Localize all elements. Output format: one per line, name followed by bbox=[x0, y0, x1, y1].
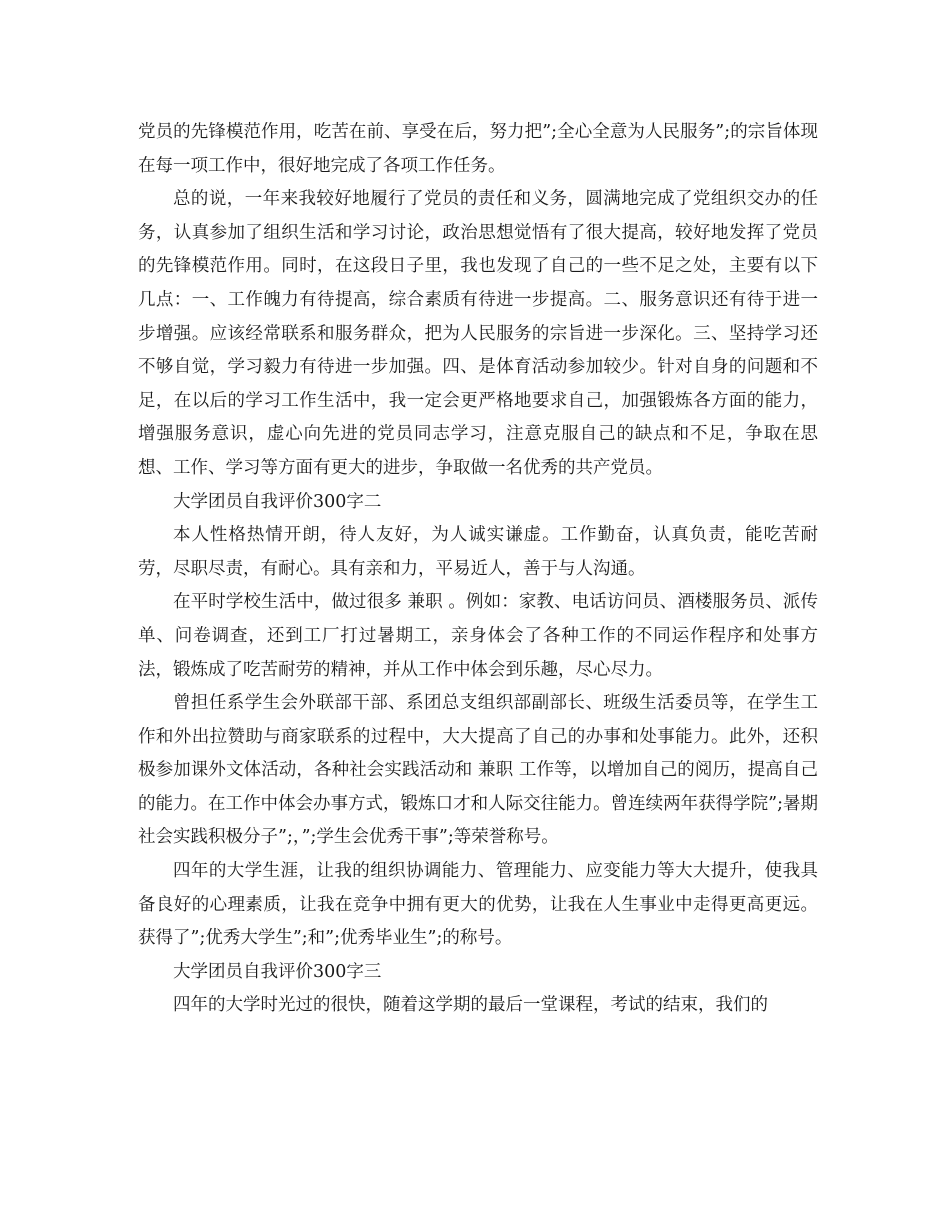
paragraph-party-member-role: 党员的先锋模范作用，吃苦在前、享受在后，努力把”;全心全意为人民服务”;的宗旨体现在每一项工作中，很好地完成了各项工作任务。 bbox=[138, 122, 818, 176]
paragraph-student-union: 曾担任系学生会外联部干部、系团总支组织部副部长、班级生活委员等，在学生工作和外出拉赞助与商家联系的过程中，大大提高了自己的办事和处事能力。此外，还积极参加课外文体活动，各种社会实践活动和 兼职 工作等，以增加自己的阅历，提高自己的能力。在工作中体会办事方式，锻炼口才和人际交往能力。曾连续两年获得学院”;暑期社会实践积极分子”;，”;学生会优秀干事”;等荣誉称号。 bbox=[138, 693, 818, 848]
paragraph-university-time: 四年的大学时光过的很快，随着这学期的最后一堂课程，考试的结束，我们的 bbox=[173, 995, 768, 1016]
paragraph-four-years: 四年的大学生涯，让我的组织协调能力、管理能力、应变能力等大大提升，使我具备良好的心理素质，让我在竞争中拥有更大的优势，让我在人生事业中走得更高更远。获得了”;优秀大学生”;和”;优秀毕业生”;的称号。 bbox=[138, 861, 818, 949]
paragraph-part-time-jobs: 在平时学校生活中，做过很多 兼职 。例如：家教、电话访问员、酒楼服务员、派传单、问卷调查，还到工厂打过暑期工，亲身体会了各种工作的不同运作程序和处事方法，锻炼成了吃苦耐劳的精神，并从工作中体会到乐趣，尽心尽力。 bbox=[138, 592, 818, 680]
paragraph-annual-summary: 总的说，一年来我较好地履行了党员的责任和义务，圆满地完成了党组织交办的任务，认真参加了组织生活和学习讨论，政治思想觉悟有了很大提高，较好地发挥了党员的先锋模范作用。同时，在这段日子里，我也发现了自己的一些不足之处，主要有以下几点：一、工作魄力有待提高，综合素质有待进一步提高。二、服务意识还有待于进一步增强。应该经常联系和服务群众，把为人民服务的宗旨进一步深化。三、坚持学习还不够自觉，学习毅力有待进一步加强。四、是体育活动参加较少。针对自身的问题和不足，在以后的学习工作生活中，我一定会更严格地要求自己，加强锻炼各方面的能力，增强服务意识，虚心向先进的党员同志学习，注意克服自己的缺点和不足，争取在思想、工作、学习等方面有更大的进步，争取做一名优秀的共产党员。 bbox=[138, 189, 818, 478]
section-heading-two: 大学团员自我评价300字二 bbox=[173, 491, 382, 512]
section-heading-three: 大学团员自我评价300字三 bbox=[173, 961, 382, 982]
paragraph-personality: 本人性格热情开朗，待人友好，为人诚实谦虚。工作勤奋，认真负责，能吃苦耐劳，尽职尽责，有耐心。具有亲和力，平易近人，善于与人沟通。 bbox=[138, 525, 818, 579]
